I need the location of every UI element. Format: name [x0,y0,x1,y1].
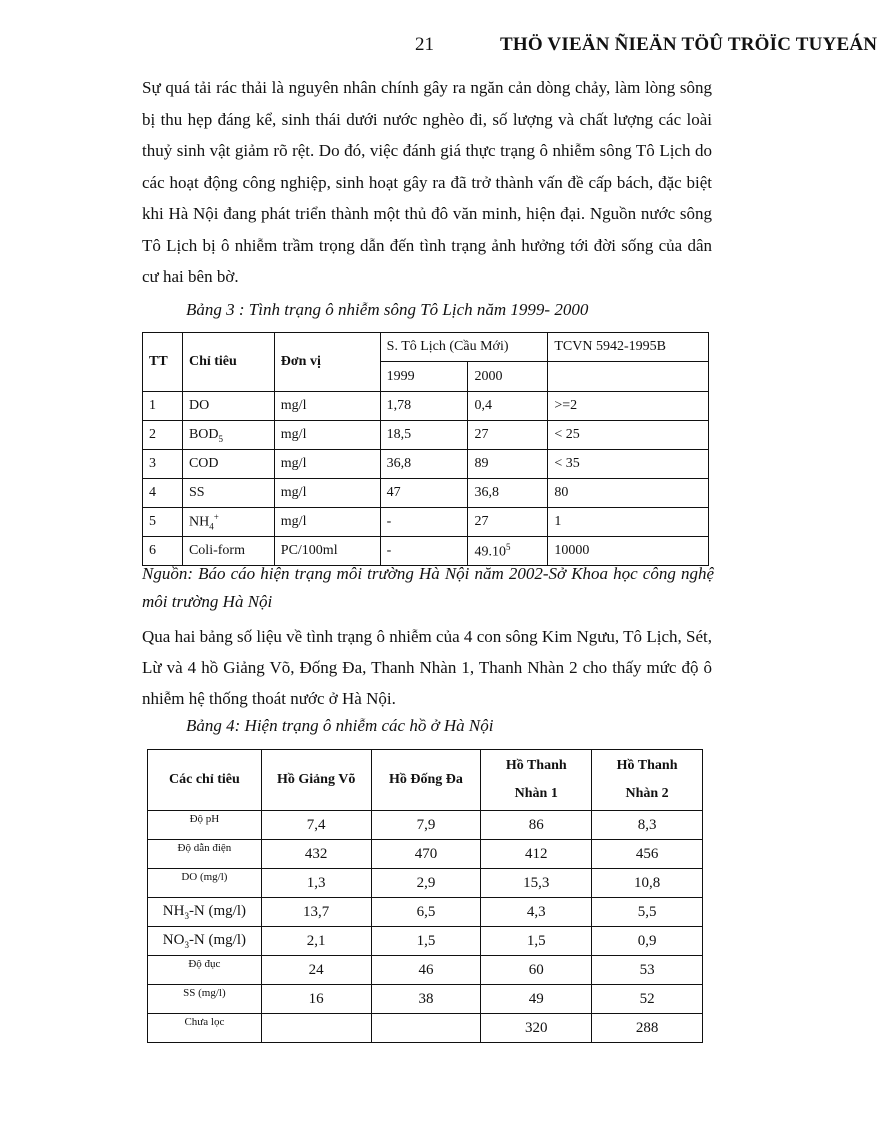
cell-1999: - [380,537,468,566]
cell-lake-4: 53 [592,956,703,985]
cell-don-vi: mg/l [274,392,380,421]
table4-row [148,811,703,840]
cell-lake-1 [261,1014,371,1043]
cell-lake-2: 7,9 [371,811,481,840]
cell-tt: 6 [143,537,183,566]
header-lake-thanh-nhan-2-line2: Nhàn 2 [625,786,669,801]
chi-tieu-name: DO [188,398,210,413]
table3-row [143,392,709,421]
cell-don-vi: mg/l [274,508,380,537]
chi-tieu-name: COD [188,456,219,471]
criteria-suffix: -N (mg/l) [188,932,247,948]
cell-tt: 1 [143,392,183,421]
cell-don-vi: mg/l [274,450,380,479]
cell-criteria [148,1014,262,1043]
cell-chi-tieu [182,450,274,479]
header-lake-thanh-nhan-1-line1: Hồ Thanh [505,758,567,773]
cell-lake-2: 2,9 [371,869,481,898]
cell-1999: 47 [380,479,468,508]
criteria-name: Chưa lọc [184,1016,225,1028]
cell-tt: 4 [143,479,183,508]
table3 [142,332,709,566]
cell-2000 [468,450,548,479]
value-2000: 27 [474,514,489,529]
cell-criteria [148,985,262,1014]
value-2000: 89 [474,456,489,471]
cell-standard: 80 [548,479,709,508]
cell-chi-tieu [182,421,274,450]
cell-lake-3: 412 [481,840,592,869]
value-2000: 49.10 [474,544,506,560]
cell-lake-1: 432 [261,840,371,869]
paragraph-intro: Sự quá tải rác thải là nguyên nhân chính gây ra ngăn cản dòng chảy, làm lòng sông bị thu hẹp đáng kể, sinh thái dưới nước nghèo đi, số lượng và chất lượng các loài thuỷ sinh vật giảm rõ rệt. Do đó, việc đánh giá thực trạng ô nhiễm sông Tô Lịch do các hoạt động công nghiệp, sinh hoạt gây ra đã trở thành vấn đề cấp bách, đặc biệt khi Hà Nội đang phát triển thành một thủ đô văn minh, hiện đại. Nguồn nước sông Tô Lịch bị ô nhiễm trầm trọng dẫn đến tình trạng ảnh hưởng tới đời sống của dân cư hai bên bờ. [142,78,712,286]
table3-row [143,421,709,450]
cell-tt: 3 [143,450,183,479]
paragraph-summary: Qua hai bảng số liệu về tình trạng ô nhiễm của 4 con sông Kim Ngưu, Tô Lịch, Sét, Lừ và 4 hồ Giảng Võ, Đống Đa, Thanh Nhàn 1, Thanh Nhàn 2 cho thấy mức độ ô nhiễm hệ thống thoát nước ở Hà Nội. [142,627,712,708]
cell-criteria [148,811,262,840]
cell-lake-4: 288 [592,1014,703,1043]
cell-lake-3: 86 [481,811,592,840]
header-year-1999: 1999 [380,362,468,392]
criteria-subscript: 3 [184,940,189,950]
header-tt: TT [143,333,183,392]
cell-lake-3: 1,5 [481,927,592,956]
cell-lake-2: 46 [371,956,481,985]
chi-tieu-name: BOD [188,426,219,442]
value-2000: 36,8 [474,485,499,500]
table4-caption: Bảng 4: Hiện trạng ô nhiễm các hồ ở Hà Nội [186,716,494,735]
cell-lake-4: 52 [592,985,703,1014]
cell-lake-2: 1,5 [371,927,481,956]
header-lake-thanh-nhan-1 [481,750,592,811]
chi-tieu-name: Coli-form [188,543,245,558]
cell-lake-1: 7,4 [261,811,371,840]
header-lake-dong-da: Hồ Đống Đa [371,750,481,811]
criteria-name: Độ pH [189,813,220,825]
cell-chi-tieu [182,508,274,537]
table4-row [148,985,703,1014]
source-note: Nguồn: Báo cáo hiện trạng môi trường Hà Nội năm 2002-Sở Khoa học công nghệ môi trường Hà Nội [142,564,714,611]
cell-lake-4: 10,8 [592,869,703,898]
cell-criteria [148,898,262,927]
value-2000-exponent: 5 [505,541,511,552]
table4-row [148,956,703,985]
header-standard-empty [548,362,709,392]
cell-1999: 36,8 [380,450,468,479]
table4-row [148,927,703,956]
cell-standard: 1 [548,508,709,537]
table4-row [148,1014,703,1043]
cell-criteria [148,927,262,956]
header-criteria: Các chỉ tiêu [148,750,262,811]
header-lake-giang-vo: Hồ Giảng Võ [261,750,371,811]
cell-lake-3: 4,3 [481,898,592,927]
cell-1999: 1,78 [380,392,468,421]
cell-lake-1: 16 [261,985,371,1014]
criteria-name: DO (mg/l) [181,871,228,883]
cell-lake-4: 0,9 [592,927,703,956]
header-title: THÖ VIEÄN ÑIEÄN TÖÛ TRÖÏC TUYEÁN [500,34,877,55]
cell-1999: - [380,508,468,537]
header-lake-thanh-nhan-2 [592,750,703,811]
chi-tieu-subscript: 5 [218,433,224,444]
chi-tieu-superscript: + [213,512,219,523]
criteria-prefix: NO [162,932,185,948]
cell-lake-1: 2,1 [261,927,371,956]
cell-chi-tieu [182,479,274,508]
cell-lake-4: 456 [592,840,703,869]
value-2000: 0,4 [474,398,492,413]
cell-chi-tieu [182,392,274,421]
chi-tieu-name: SS [188,485,205,500]
criteria-suffix: -N (mg/l) [188,903,247,919]
criteria-subscript: 3 [184,911,189,921]
cell-tt: 2 [143,421,183,450]
cell-criteria [148,840,262,869]
page-number: 21 [415,34,434,55]
cell-don-vi: mg/l [274,479,380,508]
chi-tieu-name: NH [188,514,210,530]
cell-tt: 5 [143,508,183,537]
header-lake-thanh-nhan-1-line2: Nhàn 1 [514,786,558,801]
table3-row [143,450,709,479]
page-header [0,34,877,60]
cell-standard: >=2 [548,392,709,421]
header-standard: TCVN 5942-1995B [548,333,709,362]
cell-lake-2 [371,1014,481,1043]
value-2000: 27 [474,427,489,442]
cell-lake-3: 49 [481,985,592,1014]
cell-lake-4: 8,3 [592,811,703,840]
header-don-vi: Đơn vị [274,333,380,392]
cell-2000 [468,479,548,508]
table3-caption: Bảng 3 : Tình trạng ô nhiễm sông Tô Lịch năm 1999- 2000 [186,300,589,319]
table3-row [143,479,709,508]
header-year-2000: 2000 [468,362,548,392]
cell-criteria [148,869,262,898]
cell-2000 [468,421,548,450]
cell-don-vi: PC/100ml [274,537,380,566]
cell-lake-4: 5,5 [592,898,703,927]
cell-lake-1: 24 [261,956,371,985]
criteria-name: Độ đục [188,958,221,970]
cell-standard: < 35 [548,450,709,479]
cell-don-vi: mg/l [274,421,380,450]
cell-lake-3: 60 [481,956,592,985]
header-river: S. Tô Lịch (Cầu Mới) [380,333,548,362]
criteria-name: Độ dẫn điện [177,842,232,854]
header-lake-thanh-nhan-2-line1: Hồ Thanh [616,758,678,773]
criteria-name: SS (mg/l) [183,987,226,999]
cell-lake-2: 38 [371,985,481,1014]
cell-2000 [468,508,548,537]
cell-criteria [148,956,262,985]
header-chi-tieu: Chỉ tiêu [182,333,274,392]
table3-row [143,508,709,537]
table4-row [148,898,703,927]
table4-row [148,869,703,898]
chi-tieu-subscript: 4 [209,521,214,532]
criteria-prefix: NH [162,903,185,919]
cell-lake-1: 1,3 [261,869,371,898]
cell-standard: 10000 [548,537,709,566]
cell-standard: < 25 [548,421,709,450]
table4-row [148,840,703,869]
cell-lake-2: 470 [371,840,481,869]
cell-lake-3: 320 [481,1014,592,1043]
cell-1999: 18,5 [380,421,468,450]
cell-2000 [468,392,548,421]
table4 [147,749,703,1043]
cell-lake-1: 13,7 [261,898,371,927]
cell-lake-2: 6,5 [371,898,481,927]
cell-lake-3: 15,3 [481,869,592,898]
